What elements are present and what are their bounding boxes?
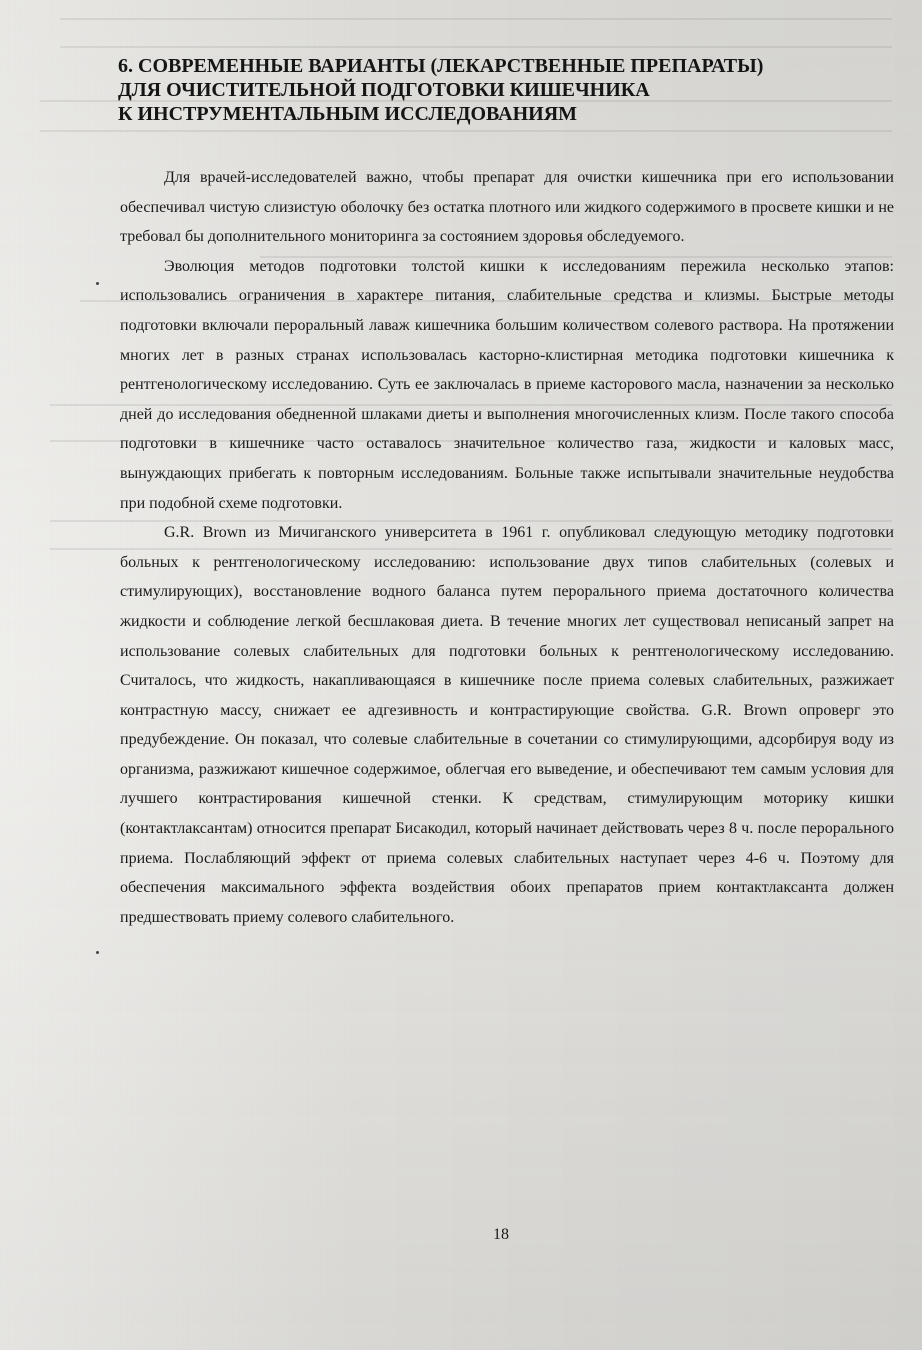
paragraph: G.R. Brown из Мичиганского университета в 1961 г. опубликовал следующую методику подготовки больных к рентгенологическому исследованию: использование двух типов слабительных (солевых и стимулирующих), восстановление водного баланса путем перорального приема достаточного количества жидкости и соблюдение легкой бесшлаковая диета. В течение многих лет существовал неписаный запрет на использование солевых слабительных для подготовки больных к рентгенологическому исследованию. Считалось, что жидкость, накапливающаяся в кишечнике после приема солевых слабительных, разжижает контрастную массу, снижает ее адгезивность и контрастирующие свойства. G.R. Brown опроверг это предубеждение. Он показал, что солевые слабительные в сочетании со стимулирующими, адсорбируя воду из организма, разжижают кишечное содержимое, облегчая его выведение, и обеспечивают тем самым условия для лучшего контрастирования кишечной стенки. К средствам, стимулирующим моторику кишки (контактлаксантам) относится препарат Бисакодил, который начинает действовать через 8 ч. после перорального приема. Послабляющий эффект от приема солевых слабительных наступает через 4-6 ч. Поэтому для обеспечения максимального эффекта воздействия обоих препаратов прием контактлаксанта должен предшествовать приему солевого слабительного.: [120, 524, 894, 926]
bleed-through-line: [60, 18, 892, 20]
paragraph: Эволюция методов подготовки толстой кишки к исследованиям пережила несколько этапов: использовались ограничения в характере питания, слабительные средства и клизмы. Быстрые методы подготовки включали пероральный лаваж кишечника большим количеством солевого раствора. На протяжении многих лет в разных странах использовалась касторно-клистирная методика подготовки кишечника к рентгенологическому исследованию. Суть ее заключалась в приеме касторового масла, назначении за несколько дней до исследования обедненной шлаками диеты и выполнения многочисленных клизм. После такого способа подготовки в кишечнике часто оставалось значительное количество газа, жидкости и каловых масс, вынуждающих прибегать к повторным исследованиям. Больные также испытывали значительные неудобства при подобной схеме подготовки.: [120, 257, 894, 512]
section-heading: [118, 54, 838, 126]
heading-line: ДЛЯ ОЧИСТИТЕЛЬНОЙ ПОДГОТОВКИ КИШЕЧНИКА: [118, 79, 650, 101]
heading-line: 6. СОВРЕМЕННЫЕ ВАРИАНТЫ (ЛЕКАРСТВЕННЫЕ ПРЕПАРАТЫ): [118, 55, 764, 77]
bleed-through-line: [60, 46, 892, 48]
body-text: [120, 163, 894, 932]
page-number: 18: [493, 1226, 509, 1243]
bleed-through-line: [40, 130, 892, 132]
scan-speck: [96, 951, 99, 954]
paragraph: Для врачей-исследователей важно, чтобы препарат для очистки кишечника при его использовании обеспечивал чистую слизистую оболочку без остатка плотного или жидкого содержимого в просвете кишки и не требовал бы дополнительного мониторинга за состоянием здоровья обследуемого.: [120, 169, 894, 246]
heading-line: К ИНСТРУМЕНТАЛЬНЫМ ИССЛЕДОВАНИЯМ: [118, 103, 578, 125]
scan-speck: [96, 282, 99, 285]
